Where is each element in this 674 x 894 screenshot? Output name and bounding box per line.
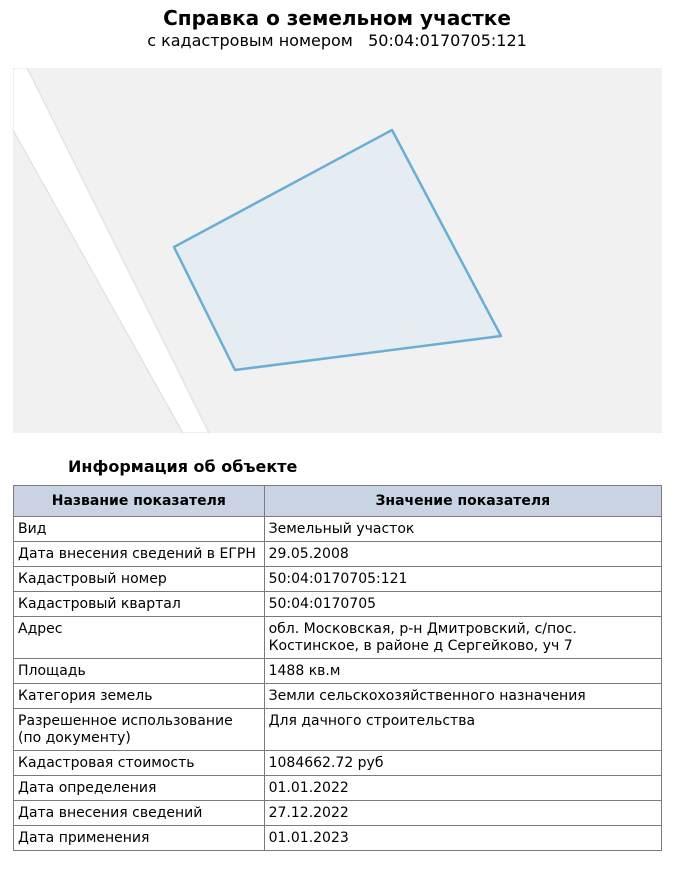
table-header-row [14, 486, 662, 517]
row-value: 1488 кв.м [264, 659, 661, 684]
row-label: Площадь [14, 659, 265, 684]
row-label: Категория земель [14, 684, 265, 709]
row-value: Земли сельскохозяйственного назначения [264, 684, 661, 709]
table-row [14, 659, 662, 684]
table-row [14, 751, 662, 776]
row-value: 29.05.2008 [264, 542, 661, 567]
table-row [14, 617, 662, 659]
page-title: Справка о земельном участке [163, 6, 511, 30]
row-label: Кадастровый квартал [14, 592, 265, 617]
row-label: Кадастровый номер [14, 567, 265, 592]
row-label: Разрешенное использование (по документу) [14, 709, 265, 751]
row-value: 01.01.2022 [264, 776, 661, 801]
table-row [14, 542, 662, 567]
parcel-map [13, 68, 662, 433]
row-value: 50:04:0170705:121 [264, 567, 661, 592]
row-value: Для дачного строительства [264, 709, 661, 751]
row-value: Земельный участок [264, 517, 661, 542]
table-row [14, 567, 662, 592]
row-value: 1084662.72 руб [264, 751, 661, 776]
row-label: Дата применения [14, 826, 265, 851]
table-row [14, 801, 662, 826]
table-row [14, 592, 662, 617]
info-section-heading: Информация об объекте [68, 457, 298, 476]
row-label: Дата внесения сведений [14, 801, 265, 826]
table-row [14, 709, 662, 751]
cadastral-number-subtitle: с кадастровым номером 50:04:0170705:121 [147, 31, 527, 50]
parcel-map-canvas [13, 68, 662, 433]
table-row [14, 776, 662, 801]
row-label: Кадастровая стоимость [14, 751, 265, 776]
table-row [14, 684, 662, 709]
row-label: Дата определения [14, 776, 265, 801]
row-label: Дата внесения сведений в ЕГРН [14, 542, 265, 567]
row-value: обл. Московская, р-н Дмитровский, с/пос. Костинское, в районе д Сергейково, уч 7 [264, 617, 661, 659]
row-label: Адрес [14, 617, 265, 659]
row-value: 01.01.2023 [264, 826, 661, 851]
column-header-value: Значение показателя [264, 486, 661, 517]
column-header-name: Название показателя [14, 486, 265, 517]
object-info-table [13, 485, 662, 851]
land-parcel-outline [174, 130, 501, 370]
row-label: Вид [14, 517, 265, 542]
table-row [14, 826, 662, 851]
row-value: 27.12.2022 [264, 801, 661, 826]
table-row [14, 517, 662, 542]
row-value: 50:04:0170705 [264, 592, 661, 617]
